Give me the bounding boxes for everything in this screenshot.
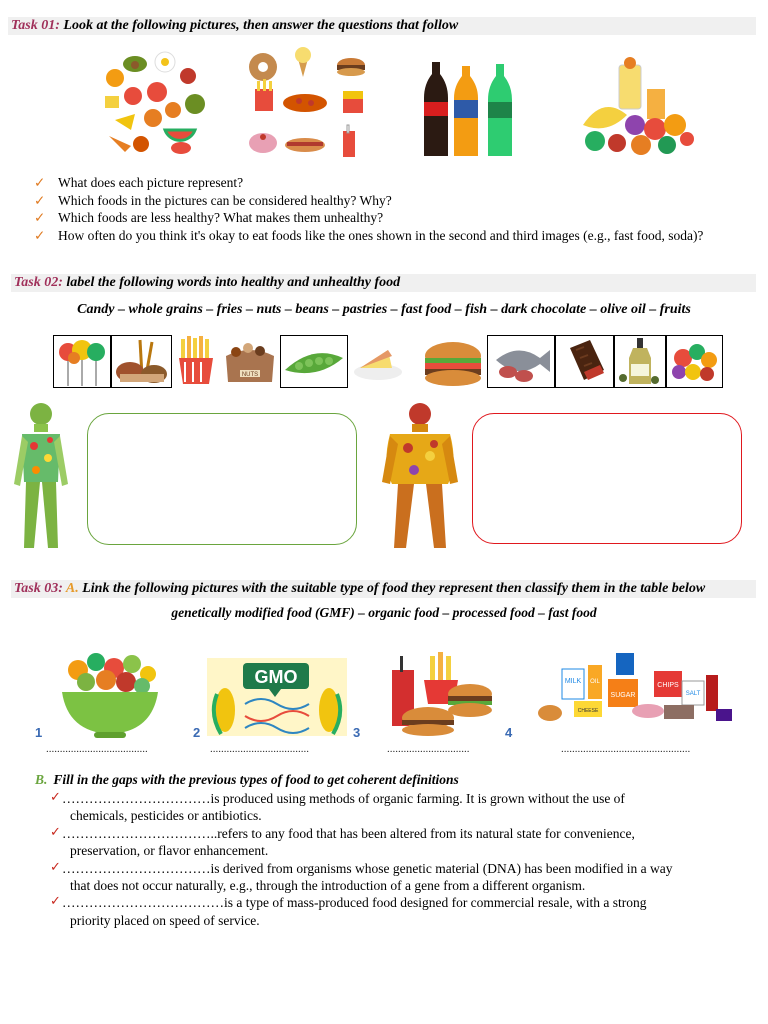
question-text: What does each picture represent? — [58, 175, 244, 190]
fruits-juice-image — [575, 55, 700, 160]
part-b-label: B. — [35, 772, 48, 787]
sugar-text: SUGAR — [610, 692, 636, 699]
cheese-text: CHEESE — [577, 708, 599, 714]
food-types-list: genetically modified food (GMF) – organic food – processed food – fast food — [171, 605, 597, 620]
question-item — [34, 174, 734, 192]
answer-blank-1[interactable]: ..................................... — [46, 743, 148, 755]
processed-food-image — [520, 645, 736, 730]
candy-picture — [53, 335, 111, 388]
salt-text: SALT — [685, 691, 701, 697]
unhealthy-food-answer-box[interactable] — [472, 413, 742, 544]
beans-picture — [280, 335, 348, 388]
oil-text: OIL — [590, 679, 600, 685]
task2-label: Task 02: — [14, 275, 63, 290]
task3-header — [11, 580, 756, 598]
checkmark-icon: ✓ — [34, 192, 46, 208]
nuts-bag-text: NUTS — [241, 372, 259, 378]
question-item — [34, 209, 734, 227]
picture-number-4: 4 — [505, 725, 513, 740]
checkmark-icon: ✓ — [50, 823, 61, 839]
pastry-icon — [352, 340, 404, 384]
fast-food-meal-image — [378, 650, 495, 738]
definition-item — [50, 894, 750, 929]
definition-line: priority placed on speed of service. — [70, 912, 260, 928]
answer-blank-4[interactable]: ............................................... — [561, 743, 691, 755]
question-item — [34, 192, 734, 210]
fruits-picture — [666, 335, 723, 388]
whole-grains-picture — [111, 335, 172, 388]
fries-icon — [175, 336, 218, 386]
definition-line: that does not occur naturally, e.g., through the introduction of a gene from a different organism. — [70, 878, 586, 894]
definition-line: ……………………………is derived from organisms whose genetic material (DNA) has been modified in a way — [62, 860, 673, 876]
question-text: Which foods are less healthy? What makes them unhealthy? — [58, 210, 384, 226]
definition-item — [50, 825, 750, 860]
checkmark-icon: ✓ — [50, 789, 61, 804]
task1-question-list — [34, 174, 734, 244]
definition-item — [50, 790, 750, 825]
chips-text: CHIPS — [657, 682, 679, 689]
definition-line: preservation, or flavor enhancement. — [70, 843, 269, 859]
answer-blank-3[interactable]: .............................. — [387, 743, 470, 755]
fish-icon — [488, 336, 554, 387]
definition-line: chemicals, pesticides or antibiotics. — [70, 808, 262, 824]
question-item — [34, 227, 734, 245]
whole-grains-icon — [112, 336, 171, 387]
gmo-sign-text: GMO — [254, 667, 298, 687]
healthy-food-answer-box[interactable] — [87, 413, 357, 545]
olive-oil-picture — [614, 335, 666, 388]
picture-number-3: 3 — [353, 725, 361, 740]
answer-blank-2[interactable]: .................................... — [210, 743, 309, 755]
fish-picture — [487, 335, 555, 388]
part-b-title: Fill in the gaps with the previous types of food to get coherent definitions — [53, 772, 459, 787]
task2-header — [11, 274, 756, 292]
dark-chocolate-icon — [556, 336, 613, 387]
task3-part-a: A. — [65, 581, 79, 596]
definition-line: ………………………………is a type of mass-produced food designed for commercial resale, with a strong — [62, 895, 647, 911]
gmo-image — [207, 658, 347, 736]
definition-item — [50, 860, 750, 895]
checkmark-icon: ✓ — [34, 210, 46, 226]
milk-text: MILK — [564, 678, 582, 685]
dark-chocolate-picture — [555, 335, 614, 388]
checkmark-icon: ✓ — [50, 893, 61, 909]
question-text: How often do you think it's okay to eat foods like the ones shown in the second and third images (e.g., fast food, soda)? — [58, 227, 704, 243]
fruits-icon — [667, 336, 722, 387]
soda-bottles-image — [418, 60, 526, 160]
nuts-icon — [220, 336, 280, 386]
beans-icon — [281, 336, 347, 387]
task1-label: Task 01: — [11, 18, 60, 33]
picture-number-1: 1 — [35, 725, 43, 740]
part-b-header — [35, 772, 459, 788]
healthy-body-image — [10, 400, 72, 552]
candy-icon — [54, 336, 110, 387]
task2-title: label the following words into healthy and unhealthy food — [66, 275, 401, 290]
checkmark-icon: ✓ — [50, 858, 61, 874]
task3-title: Link the following pictures with the suitable type of food they represent then classify them in the table below — [82, 581, 706, 596]
definition-line: ……………………………is produced using methods of organic farming. It is grown without the use of — [62, 791, 625, 806]
fast-food-icon — [420, 338, 486, 388]
healthy-food-circle-image — [95, 48, 210, 160]
question-text: Which foods in the pictures can be considered healthy? Why? — [58, 192, 392, 208]
definitions-list — [50, 790, 750, 929]
junk-food-grid-image — [245, 45, 370, 160]
task1-title: Look at the following pictures, then answer the questions that follow — [63, 18, 459, 33]
checkmark-icon: ✓ — [34, 175, 46, 190]
task1-header — [8, 17, 756, 35]
checkmark-icon: ✓ — [34, 227, 46, 243]
olive-oil-icon — [615, 336, 665, 387]
definition-line: ……………………………..refers to any food that has been altered from its natural state for convenience, — [62, 825, 635, 841]
task2-word-list: Candy – whole grains – fries – nuts – beans – pastries – fast food – fish – dark chocolate – olive oil – fruits — [77, 302, 691, 317]
task3-label: Task 03: — [14, 581, 63, 596]
unhealthy-body-image — [380, 400, 460, 552]
organic-salad-bowl-image — [56, 648, 164, 740]
picture-number-2: 2 — [193, 725, 201, 740]
